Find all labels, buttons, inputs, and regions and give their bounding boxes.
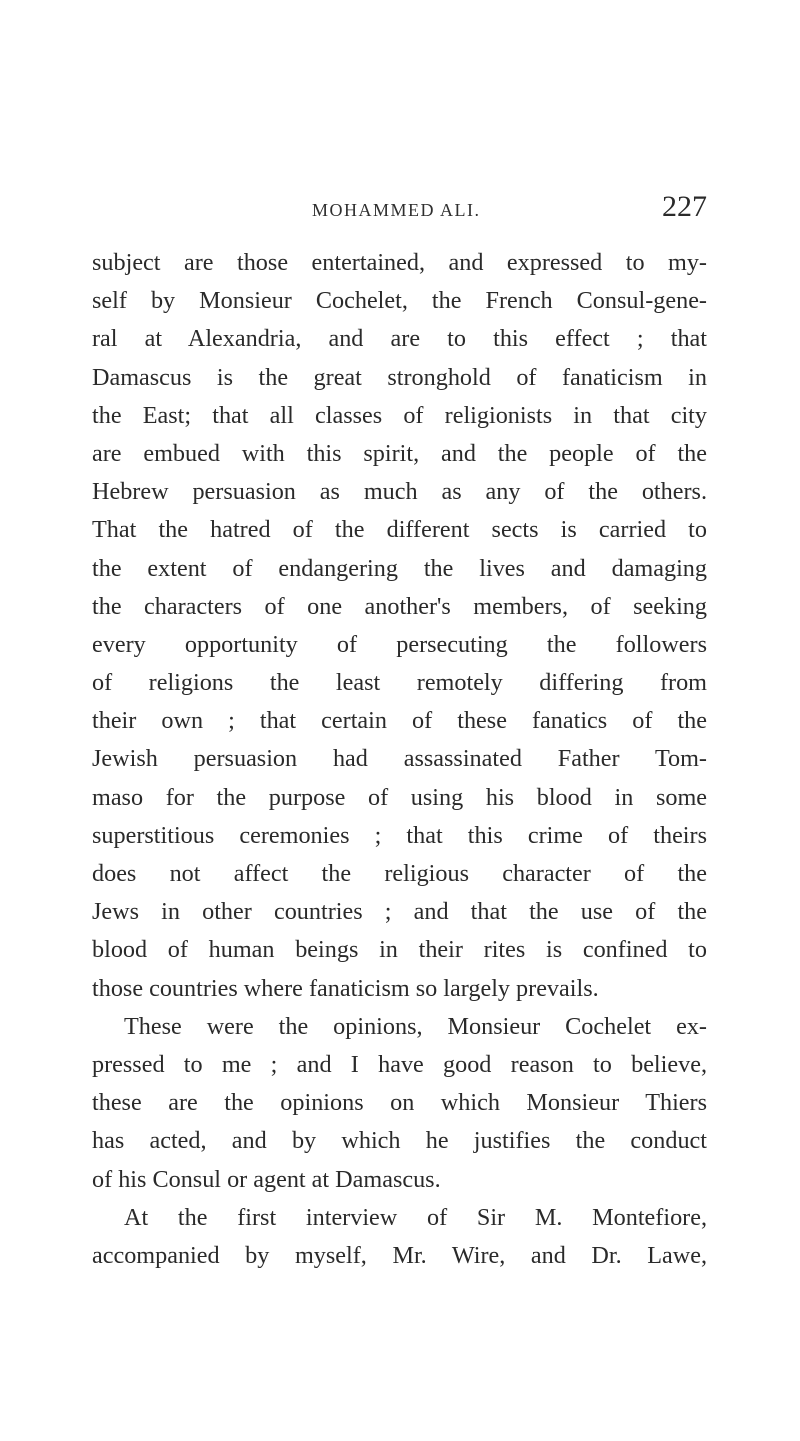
text-line: does not affect the religious character of the xyxy=(92,860,707,887)
body-text xyxy=(92,244,707,1275)
text-line: the extent of endangering the lives and damaging xyxy=(92,554,707,582)
text-line: of religions the least remotely differing from xyxy=(92,669,707,697)
text-line: maso for the purpose of using his blood in some xyxy=(92,783,707,811)
text-line: These were the opinions, Monsieur Cochelet ex- xyxy=(124,1012,707,1040)
text-line: the East; that all classes of religionists in that city xyxy=(92,401,707,429)
text-line: Hebrew persuasion as much as any of the others. xyxy=(92,478,707,506)
text-line: their own ; that certain of these fanatics of the xyxy=(92,707,707,735)
text-line: Jews in other countries ; and that the use of the xyxy=(92,898,707,926)
text-line: Damascus is the great stronghold of fanaticism in xyxy=(92,363,707,391)
text-line: are embued with this spirit, and the people of the xyxy=(92,439,707,467)
text-line: Jewish persuasion had assassinated Father Tom- xyxy=(92,745,707,773)
text-line: superstitious ceremonies ; that this crime of theirs xyxy=(92,821,707,849)
text-line: self by Monsieur Cochelet, the French Consul-gene- xyxy=(92,287,707,315)
text-line: every opportunity of persecuting the followers xyxy=(92,630,707,658)
text-line: ral at Alexandria, and are to this effect ; that xyxy=(92,325,707,353)
text-line: pressed to me ; and I have good reason to believe, xyxy=(92,1050,707,1078)
text-line: accompanied by myself, Mr. Wire, and Dr. Lawe, xyxy=(92,1241,707,1269)
text-line: those countries where fanaticism so largely prevails. xyxy=(92,974,599,1002)
running-title: MOHAMMED ALI. xyxy=(312,200,481,220)
text-line: subject are those entertained, and expressed to my- xyxy=(92,249,707,276)
running-head xyxy=(92,190,707,230)
text-line: of his Consul or agent at Damascus. xyxy=(92,1165,441,1193)
text-line: That the hatred of the different sects is carried to xyxy=(92,516,707,544)
page-number: 227 xyxy=(662,190,707,223)
text-line: has acted, and by which he justifies the conduct xyxy=(92,1127,707,1155)
text-line: blood of human beings in their rites is confined to xyxy=(92,936,707,964)
text-line: the characters of one another's members, of seeking xyxy=(92,592,707,620)
text-line: At the first interview of Sir M. Montefiore, xyxy=(124,1203,707,1231)
text-line: these are the opinions on which Monsieur Thiers xyxy=(92,1089,707,1117)
